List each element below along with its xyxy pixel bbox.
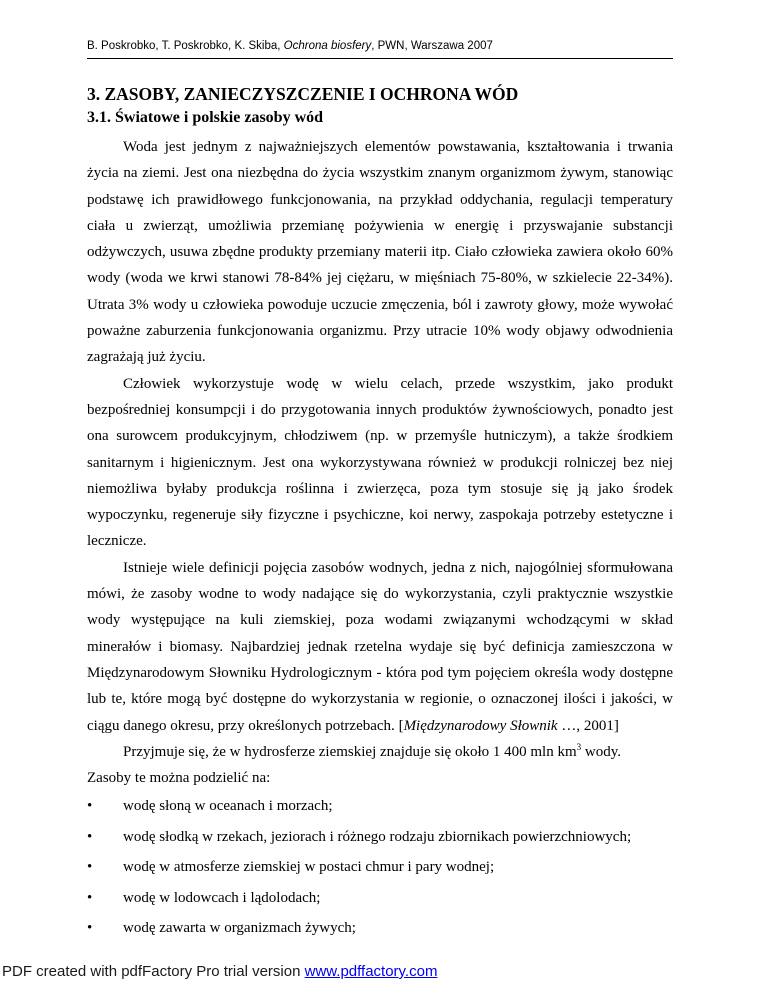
bullet: • (87, 859, 93, 876)
chapter-title: 3. ZASOBY, ZANIECZYSZCZENIE I OCHRONA WÓD (87, 84, 519, 104)
footer-link[interactable]: www.pdffactory.com (304, 963, 438, 980)
superscript-3: 3 (576, 741, 582, 752)
footer-text: PDF created with pdfFactory Pro trial version (2, 963, 305, 980)
page-body (87, 82, 673, 944)
list-item-text: wodę w atmosferze ziemskiej w postaci chmur i pary wodnej; (123, 859, 495, 876)
header-authors: B. Poskrobko, T. Poskrobko, K. Skiba, (87, 40, 284, 52)
list-item (87, 822, 673, 853)
list-item (87, 883, 673, 914)
bullet: • (87, 828, 93, 845)
paragraph-5: Zasoby te można podzielić na: (87, 770, 271, 787)
paragraph-3-text: Istnieje wiele definicji pojęcia zasobów wodnych, jedna z nich, najogólniej sformułowana mówi, że zasoby wodne to wody nadające się do wykorzystania, czyli praktycznie wszystkie wody występujące na kuli ziemskiej, poza wodami związanymi wchodzącymi w skład minerałów i biomasy. Najbardziej jednak rzetelna wydaje się być definicja zamieszczona w Międzynarodowym Słowniku Hydrologicznym - która pod tym pojęciem określa wody dostępne lub te, które mogą być dostępne do wykorzystania w regionie, o oznaczonej ilości i jakości, w ciągu danego okresu, przy określonych potrzebach. (87, 559, 673, 734)
bullet: • (87, 798, 93, 815)
list-item (87, 791, 673, 822)
paragraph-2: Człowiek wykorzystuje wodę w wielu celach, przede wszystkim, jako produkt bezpośredniej konsumpcji i do przygotowania innych produktów żywnościowych, ponadto jest ona surowcem produkcyjnym, chłodziwem (np. w przemyśle hutniczym), a także środkiem sanitarnym i higienicznym. Jest ona wykorzystywana również w produkcji rolniczej bez niej niemożliwa byłaby produkcja roślinna i zwierzęca, poza tym stosuje się ją jako środek wypoczynku, regeneruje siły fizyczne i psychiczne, koi nerwy, zaspokaja potrzeby estetyczne i lecznicze. (87, 375, 673, 550)
citation-rest: …, 2001] (557, 717, 619, 734)
header-rule (87, 58, 673, 59)
paragraph-3 (87, 555, 673, 739)
citation-source: Międzynarodowy Słownik (403, 717, 558, 734)
list-item-text: wodę w lodowcach i lądolodach; (123, 889, 321, 906)
list-item-text: wodę zawarta w organizmach żywych; (123, 920, 356, 937)
list-item-text: wodę słodką w rzekach, jeziorach i różnego rodzaju zbiornikach powierzchniowych; (123, 828, 632, 845)
citation-open: [ (398, 717, 404, 734)
paragraph-4 (87, 739, 673, 765)
section-title: 3.1. Światowe i polskie zasoby wód (87, 109, 324, 126)
paragraph-4-end: wody. (581, 743, 621, 760)
paragraph-4-text: Przyjmuje się, że w hydrosferze ziemskiej znajduje się około 1 400 mln km (123, 743, 577, 760)
bullet: • (87, 920, 93, 937)
citation (399, 718, 619, 734)
pdf-footer (2, 963, 437, 980)
header-book-title: Ochrona biosfery (283, 40, 372, 52)
header-publisher: , PWN, Warszawa 2007 (371, 40, 493, 52)
list-item-text: wodę słoną w oceanach i morzach; (123, 798, 333, 815)
running-header (87, 40, 673, 52)
water-resources-list (87, 791, 673, 944)
paragraph-1: Woda jest jednym z najważniejszych elementów powstawania, kształtowania i trwania życia na ziemi. Jest ona niezbędna do życia wszystkim znanym organizmom żywym, stanowiąc podstawę ich prawidłowego funkcjonowania, na przykład oddychania, regulacji temperatury ciała u zwierząt, umożliwia przemianę pożywienia w energię i przyswajanie substancji odżywczych, usuwa zbędne produkty przemiany materii itp. Ciało człowieka zawiera około 60% wody (woda we krwi stanowi 78-84% jej ciężaru, w mięśniach 75-80%, w szkielecie 22-34%). Utrata 3% wody u człowieka powoduje uczucie zmęczenia, ból i zawroty głowy, może wywołać poważne zaburzenia funkcjonowania organizmu. Przy utracie 10% wody objawy odwodnienia zagrażają już życiu. (87, 139, 673, 366)
list-item (87, 852, 673, 883)
list-item (87, 913, 673, 944)
bullet: • (87, 889, 93, 906)
